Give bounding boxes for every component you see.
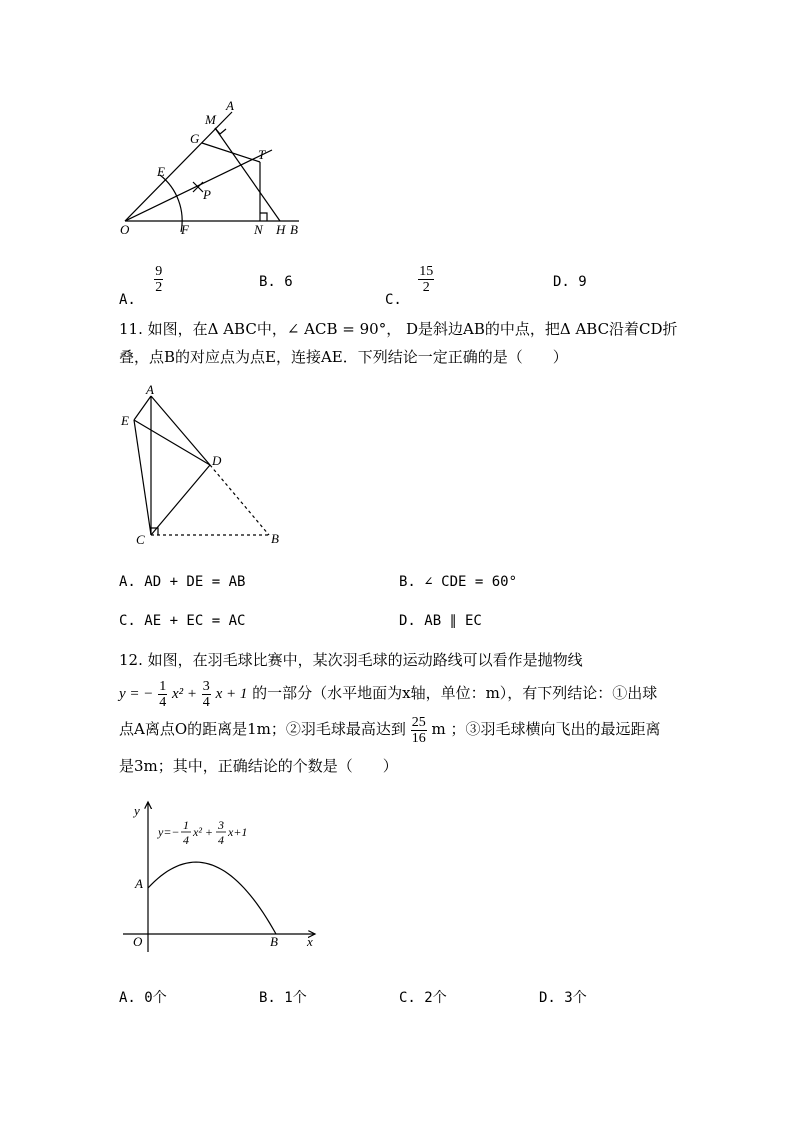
- q12-stem-line2-rest: 的一部分（水平地面为x轴，单位：m），有下列结论：①出球: [252, 684, 658, 702]
- label-P: P: [203, 187, 211, 202]
- q12-stem-line1: 12. 如图，在羽毛球比赛中，某次羽毛球的运动路线可以看作是抛物线: [119, 651, 583, 669]
- line-AE: [134, 396, 151, 420]
- label-O: O: [133, 934, 143, 949]
- figure-q12: [120, 795, 325, 955]
- label-N: N: [254, 222, 263, 237]
- q11-option-d[interactable]: D. AB ∥ EC: [399, 613, 482, 629]
- line-ED: [134, 420, 210, 465]
- q12-stem-line3: [119, 712, 661, 746]
- label-D: D: [212, 453, 222, 468]
- label-B: B: [290, 222, 298, 237]
- q10-option-c[interactable]: [385, 264, 434, 308]
- label-A: A: [226, 98, 234, 113]
- q10-option-d[interactable]: D. 9: [553, 274, 587, 290]
- label-M: M: [205, 112, 216, 127]
- q12-option-d[interactable]: D. 3个: [539, 990, 587, 1006]
- q12-stem-line2: [119, 676, 657, 711]
- q10-option-a-letter: A.: [119, 291, 136, 308]
- q12-stem-line4: 是3m；其中，正确结论的个数是（ ）: [119, 757, 398, 775]
- label-x: x: [307, 934, 313, 949]
- q12-equation-suffix: x + 1: [215, 686, 248, 702]
- q10-option-b[interactable]: B. 6: [259, 274, 293, 290]
- q12-stem-line3-a: 点A离点O的距离是1m；②羽毛球最高达到: [119, 720, 406, 738]
- label-A: A: [146, 382, 154, 397]
- q11-stem-line1: 11. 如图，在Δ ABC中，∠ ACB = 90°， D是斜边AB的中点，把Δ ABC沿着CD折: [119, 320, 678, 338]
- line-AD: [151, 396, 210, 465]
- figure-q11: [115, 382, 295, 547]
- q12-fraction-3: [411, 715, 427, 746]
- q12-equation-mid: x² +: [171, 686, 197, 702]
- fraction-numerator: 9: [155, 264, 163, 279]
- q11-option-c[interactable]: C. AE + EC = AC: [119, 613, 246, 629]
- line-OT: [125, 150, 272, 221]
- figure-equation: [157, 818, 247, 847]
- label-O: O: [120, 222, 130, 237]
- fraction-denominator: 16: [411, 730, 426, 746]
- parabola-curve: [148, 862, 276, 934]
- q10-option-c-fraction: [418, 264, 434, 295]
- line-DB: [210, 465, 269, 535]
- q12-option-c[interactable]: C. 2个: [399, 990, 447, 1006]
- q12-option-b[interactable]: B. 1个: [259, 990, 307, 1006]
- label-y: y: [134, 803, 140, 818]
- label-E: E: [121, 413, 129, 428]
- q10-option-c-letter: C.: [385, 291, 402, 308]
- fraction-denominator: 2: [422, 280, 430, 295]
- fraction-denominator: 4: [202, 694, 210, 710]
- fraction-numerator: 3: [202, 678, 210, 694]
- q12-stem-line3-unit: m: [431, 720, 446, 738]
- q11-option-b[interactable]: B. ∠ CDE = 60°: [399, 574, 518, 590]
- label-B: B: [270, 934, 278, 949]
- fraction-numerator: 15: [419, 264, 434, 279]
- right-angle-N: [260, 213, 267, 221]
- fraction-numerator: 1: [159, 678, 167, 694]
- line-MH: [215, 128, 280, 221]
- fig-eq-mid: x² +: [193, 825, 214, 839]
- arc-EF: [160, 175, 182, 232]
- q12-fraction-1: [158, 679, 167, 710]
- q11-option-a[interactable]: A. AD + DE = AB: [119, 574, 246, 590]
- label-C: C: [136, 532, 145, 547]
- fig-frac2-den: 4: [218, 833, 224, 847]
- label-E: E: [157, 164, 165, 179]
- q12-option-a[interactable]: A. 0个: [119, 990, 167, 1006]
- q12-fraction-2: [202, 679, 211, 710]
- label-A: A: [135, 876, 143, 891]
- label-H: H: [276, 222, 286, 237]
- q10-option-a-fraction: [154, 264, 163, 295]
- label-B: B: [271, 531, 279, 546]
- figure-q10: [110, 95, 310, 245]
- fig-eq-prefix: y=−: [158, 825, 180, 839]
- fig-frac1-num: 1: [183, 818, 189, 832]
- q11-stem-line2: 叠，点B的对应点为点E，连接AE．下列结论一定正确的是（ ）: [119, 348, 568, 366]
- fraction-denominator: 4: [159, 694, 167, 710]
- line-EC: [134, 420, 151, 535]
- fig-frac2-num: 3: [218, 818, 224, 832]
- label-F: F: [181, 222, 189, 237]
- label-G: G: [190, 131, 200, 146]
- q12-equation-prefix: y = −: [119, 686, 154, 702]
- q12-stem-line3-b: ；③羽毛球横向飞出的最远距离: [450, 720, 661, 738]
- fraction-denominator: 2: [155, 280, 163, 295]
- fig-eq-end: x+1: [228, 825, 248, 839]
- line-CD: [151, 465, 210, 535]
- fig-frac1-den: 4: [183, 833, 189, 847]
- label-T: T: [258, 147, 266, 162]
- line-GT: [202, 143, 260, 162]
- fraction-numerator: 25: [411, 714, 426, 730]
- q10-option-a[interactable]: [119, 264, 163, 308]
